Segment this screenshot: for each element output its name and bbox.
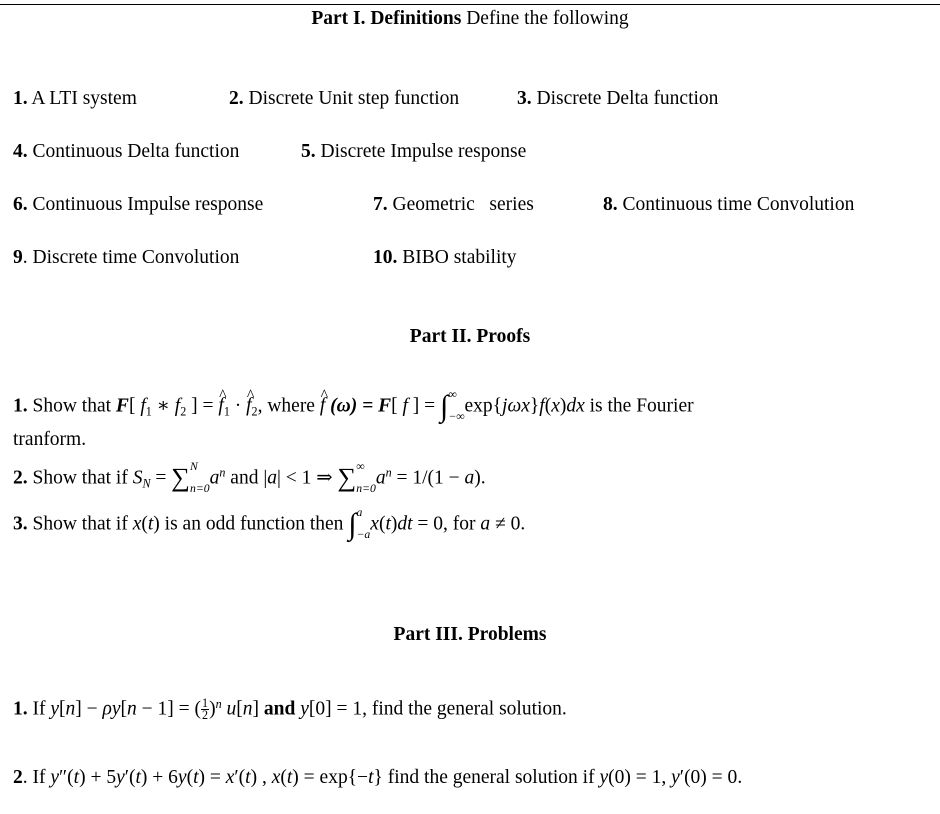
definition-item: 3. Discrete Delta function: [517, 88, 719, 109]
definition-item: 6. Continuous Impulse response: [13, 194, 264, 215]
definition-item: 7. Geometric series: [373, 194, 534, 215]
proof-item-2: 2. Show that if $S_N$ = ∑ N n=0 $a^n$ and |a| < 1 ⇒ ∑ ∞ n=0 $a^n = 1/(1 - a)$.: [13, 460, 486, 495]
definition-item: 1. A LTI system: [13, 88, 137, 109]
part3-heading: Part III. Problems: [393, 624, 547, 645]
definition-item: 10. BIBO stability: [373, 247, 517, 268]
part2-heading: Part II. Proofs: [409, 326, 531, 347]
proof-item-3: 3. Show that if x(t) is an odd function then ∫ a −a x(t)dt = 0, for a ≠ 0.: [13, 506, 526, 542]
definition-item: 5. Discrete Impulse response: [301, 141, 527, 162]
definition-item: 9. Discrete time Convolution: [13, 247, 240, 268]
top-rule: [0, 4, 940, 5]
problem-item-1: 1. If y[n] − ρy[n − 1] = ( $\frac{1}{2}$ )$^n$ u[n] and y[0] = 1, find the general solution.: [13, 696, 567, 723]
proof-item-1: 1. Show that F[ $f_1$ ∗ $f_2$ ] = ^ $f_1$ · ^ $f_2$, where ^ f (ω) = F[ f ] = ∫ ∞ −∞ exp{jωx}f(x)dx is the Fourier: [13, 394, 694, 420]
problem-item-2: 2. If y″(t) + 5y′(t) + 6y(t) = x′(t) , x(t) = exp{−t} find the general solution if y(0) = 1, y′(0) = 0.: [13, 767, 743, 788]
proof-item-1-cont: tranform.: [13, 429, 87, 450]
part1-heading: Part I. Definitions Define the following: [311, 8, 629, 29]
definition-item: 2. Discrete Unit step function: [229, 88, 460, 109]
definition-item: 4. Continuous Delta function: [13, 141, 240, 162]
definition-item: 8. Continuous time Convolution: [603, 194, 855, 215]
